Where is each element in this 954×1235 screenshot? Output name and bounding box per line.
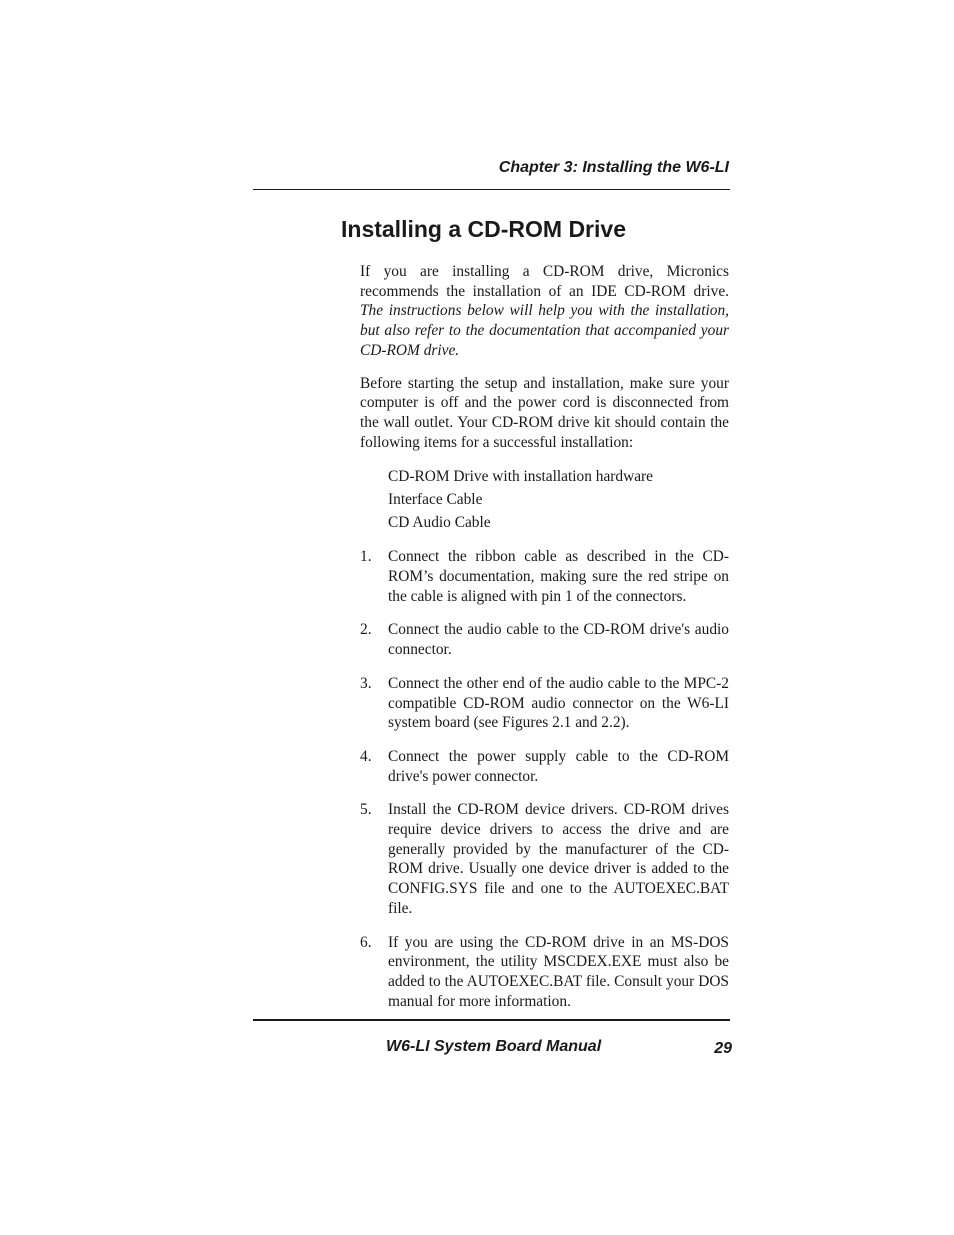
header-rule	[253, 189, 730, 190]
body-text	[360, 262, 729, 1025]
step-text: Connect the ribbon cable as described in the CD-ROM’s documentation, making sure the red stripe on the cable is aligned with pin 1 of the connectors.	[388, 548, 729, 605]
step-6	[360, 933, 729, 1012]
step-text: Connect the audio cable to the CD-ROM drive's audio connector.	[388, 621, 729, 659]
step-text: If you are using the CD-ROM drive in an MS-DOS environment, the utility MSCDEX.EXE must also be added to the AUTOEXEC.BAT file. Consult your DOS manual for more information.	[388, 933, 729, 1010]
footer-rule	[253, 1019, 730, 1021]
page-number: 29	[714, 1040, 732, 1057]
step-number: 1.	[360, 548, 372, 566]
prep-paragraph: Before starting the setup and installation, make sure your computer is off and the power cord is disconnected from the wall outlet. Your CD-ROM drive kit should contain the following items for a successful installation:	[360, 374, 729, 451]
step-text: Connect the other end of the audio cable to the MPC-2 compatible CD-ROM audio connector on the W6-LI system board (see Figures 2.1 and 2.2).	[388, 674, 729, 732]
list-item: Interface Cable	[388, 491, 483, 509]
step-3	[360, 674, 729, 733]
step-1	[360, 547, 729, 606]
running-head: Chapter 3: Installing the W6-LI	[498, 159, 729, 176]
intro-emphasis: The instructions below will help you with the installation, but also refer to the documentation that accompanied your CD-ROM drive.	[360, 302, 729, 359]
step-number: 2.	[360, 621, 372, 639]
step-text: Install the CD-ROM device drivers. CD-ROM drives require device drivers to access the drive and are generally provided by the manufacturer of the CD-ROM drive. Usually one device driver is added to the CONFIG.SYS file and one to the AUTOEXEC.BAT file.	[388, 801, 729, 917]
step-number: 3.	[360, 674, 372, 692]
step-number: 4.	[360, 747, 372, 765]
step-number: 6.	[360, 933, 372, 951]
intro-paragraph	[360, 262, 729, 361]
step-2	[360, 620, 729, 659]
footer-title: W6-LI System Board Manual	[386, 1038, 602, 1055]
intro-text: If you are installing a CD-ROM drive, Micronics recommends the installation of an IDE CD-ROM drive.	[360, 263, 729, 300]
step-5	[360, 800, 729, 918]
list-item: CD-ROM Drive with installation hardware	[388, 468, 654, 486]
step-4	[360, 747, 729, 786]
step-text: Connect the power supply cable to the CD-ROM drive's power connector.	[388, 747, 729, 785]
step-number: 5.	[360, 801, 372, 819]
steps-list	[360, 547, 729, 1011]
kit-items-list	[360, 465, 729, 534]
section-title: Installing a CD-ROM Drive	[341, 216, 626, 242]
list-item: CD Audio Cable	[388, 514, 491, 532]
